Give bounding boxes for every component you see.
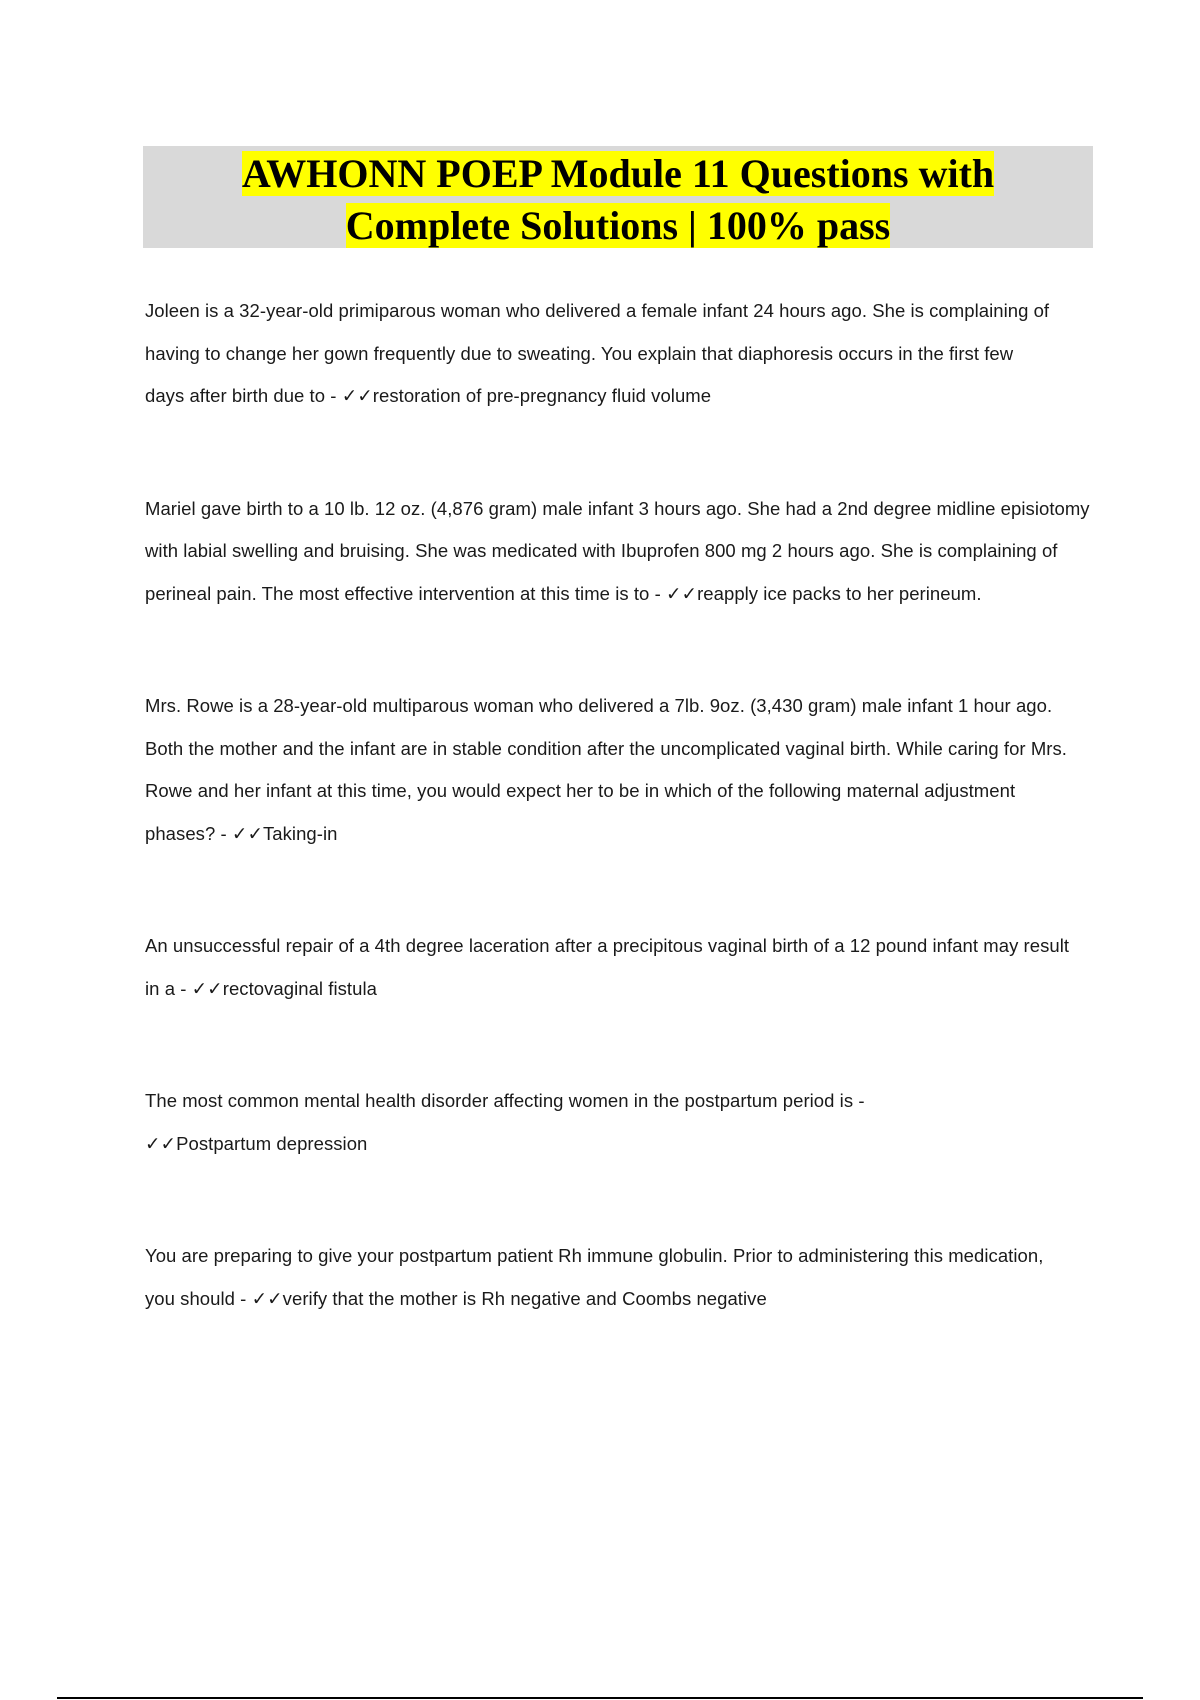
answer-text: ✓✓restoration of pre-pregnancy fluid volume [341, 385, 712, 406]
question-text: The most common mental health disorder affecting women in the postpartum period is - [145, 1090, 865, 1111]
title-line-2: Complete Solutions | 100% pass [345, 203, 891, 248]
question-text: You are preparing to give your postpartum patient Rh immune globulin. Prior to administering this medication, you should - [145, 1245, 1044, 1309]
title-line-1: AWHONN POEP Module 11 Questions with [241, 151, 995, 196]
answer-text: ✓✓Postpartum depression [145, 1132, 368, 1154]
answer-text: ✓✓rectovaginal fistula [191, 977, 377, 999]
question-item-5 [145, 1080, 975, 1165]
question-item-6 [145, 1235, 1045, 1320]
question-list [145, 290, 1090, 1390]
question-text: Joleen is a 32-year-old primiparous woman who delivered a female infant 24 hours ago. She is complaining of having to change her gown frequently due to sweating. You explain that diaphoresis occurs in the first few days after birth due to - [145, 300, 1050, 406]
question-text: Mrs. Rowe is a 28-year-old multiparous woman who delivered a 7lb. 9oz. (3,430 gram) male infant 1 hour ago. Both the mother and the infant are in stable condition after the uncomplicated vaginal birth. While caring for Mrs. Rowe and her infant at this time, you would expect her to be in which of the following maternal adjustment phases? - [145, 695, 1067, 844]
answer-text: ✓✓verify that the mother is Rh negative and Coombs negative [251, 1287, 767, 1309]
answer-text: ✓✓Taking-in [231, 822, 338, 844]
answer-text: ✓✓reapply ice packs to her perineum. [665, 582, 982, 604]
question-item-2 [145, 488, 1090, 616]
question-text: Mariel gave birth to a 10 lb. 12 oz. (4,876 gram) male infant 3 hours ago. She had a 2nd degree midline episiotomy with labial swelling and bruising. She was medicated with Ibuprofen 800 mg 2 hours ago. She is complaining of perineal pain. The most effective intervention at this time is to - [145, 497, 1090, 604]
page-divider [57, 1697, 1143, 1699]
question-item-3 [145, 685, 1075, 855]
question-text: An unsuccessful repair of a 4th degree laceration after a precipitous vaginal birth of a 12 pound infant may result in a - [145, 935, 1070, 999]
document-title [143, 146, 1093, 248]
question-item-1 [145, 290, 1055, 418]
question-item-4 [145, 925, 1075, 1010]
